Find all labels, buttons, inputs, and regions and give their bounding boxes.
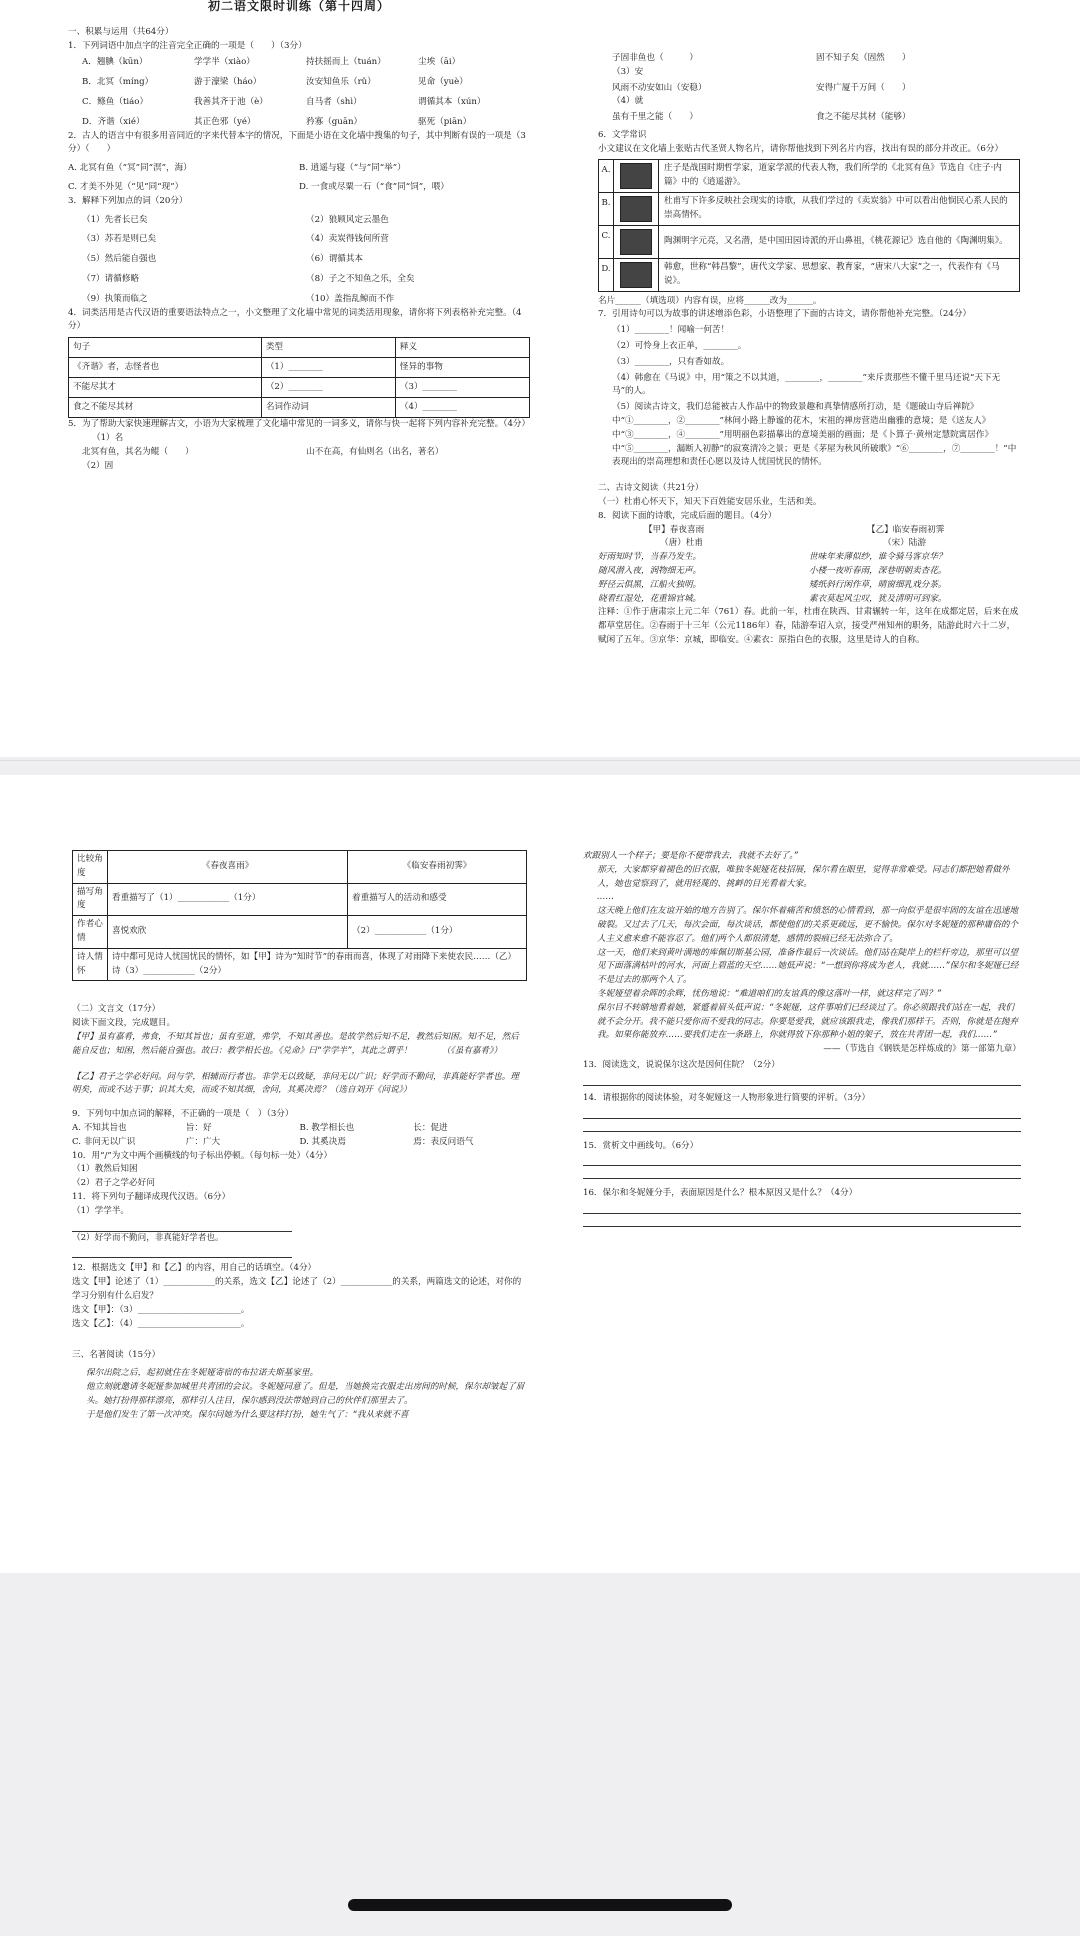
- q10-item: （2）君子之学必好问: [72, 1178, 155, 1189]
- answer-line: [583, 1131, 1021, 1132]
- question-5: 5．为了帮助大家快速理解古文，小语为大家梳理了文化墙中常见的一词多义，请你与快一起将下列内容补充完整。（4分）: [68, 419, 531, 430]
- poem-line: 晓看红湿处，花重锦官城。: [598, 593, 702, 604]
- q1-opt: 谓循其本（xún）: [418, 96, 486, 107]
- poem-author: （宋）陆游: [883, 538, 926, 549]
- section-2-heading: 二、古诗文阅读（共21分）: [598, 483, 704, 494]
- q3-item: （8）子之不知鱼之乐，全矣: [306, 273, 415, 284]
- novel-paragraph: 保尔出院之后，起初就住在冬妮娅寄宿的布拉诺夫斯基家里。: [86, 1368, 319, 1379]
- section-2-2-heading: （二）文言文（17分）: [72, 1004, 161, 1015]
- q6-name-cards: [598, 159, 1020, 292]
- q3-item-row: [82, 253, 530, 267]
- card-text: 陶渊明字元亮，又名潜，是中国田园诗派的开山鼻祖，《桃花源记》选自他的《陶渊明集》。: [664, 235, 1008, 246]
- table-row: [69, 398, 530, 418]
- q9-opt: A. 不知其旨也: [72, 1122, 127, 1133]
- q2-opt: C. 才美不外见（“见”同“现”）: [68, 181, 184, 192]
- poem-line: 随风潜入夜，润物细无声。: [598, 565, 702, 576]
- table-cell: 着重描写人的活动和感受: [348, 883, 527, 916]
- q9-opt: 长：促进: [413, 1122, 448, 1133]
- q1-option-row: [82, 76, 530, 90]
- table-header: 《临安春雨初霁》: [348, 851, 527, 884]
- answer-line: [583, 1118, 1021, 1119]
- q2-opt: D. 一食或尽粟一石（“食”同“饲”，喂）: [299, 181, 449, 192]
- answer-line: [72, 1257, 292, 1258]
- table-cell: （2）________: [261, 378, 395, 398]
- q9-opt: 广：广大: [185, 1136, 221, 1147]
- table-cell: （1）________: [261, 358, 395, 378]
- q1-option-row: [82, 96, 530, 110]
- poem-notes: 注释：①作于唐肃宗上元二年（761）春。此前一年，杜甫在陕西、甘肃辗转一年，这年在成都定居，后来在成都草堂居住。②春雨于十三年（公元1186年）春，陆游奉诏入京，接受严州知州的职务，陆游此时六十二岁，赋闲了五年。③京华：京城，即临安。④素衣：原指白色的衣服，这里是诗人的自称。: [598, 607, 1019, 645]
- poem-line: 世味年来薄似纱，谁令骑马客京华？: [809, 552, 947, 563]
- novel-paragraph: 那天，大家都穿着褪色的旧衣服，唯独冬妮娅花枝招展，保尔看在眼里，觉得非常难受。同志们都把她看做外人，她也觉察到了，就用轻蔑的、挑衅的目光看着大家。: [597, 864, 1010, 889]
- table-cell: 食之不能尽其材: [69, 398, 262, 418]
- poem-line: 野径云俱黑，江船火独明。: [598, 579, 702, 590]
- q3-item: （9）执策而临之: [82, 293, 148, 304]
- q3-item: （4）卖炭得钱何所营: [306, 234, 389, 245]
- answer-line: [583, 1226, 1021, 1227]
- page-title: 初二语文限时训练（第十四周）: [207, 0, 390, 13]
- q3-item: （10）盖指乱鲸而不作: [306, 293, 395, 304]
- q9-opt: C. 非问无以广识: [72, 1136, 136, 1147]
- table-cell: 诗中都可见诗人忧国忧民的情怀，如【甲】诗为“知时节”的春雨而喜，体现了对雨降下来使农民……（乙）诗（3）____________（2分）: [108, 948, 527, 981]
- table-header: 《春夜喜雨》: [108, 851, 348, 884]
- question-3-items: [68, 214, 530, 307]
- q5-item-label: （3）安: [612, 66, 644, 77]
- poem-line: 矮纸斜行闲作草，晴窗细乳戏分茶。: [809, 579, 947, 590]
- worksheet-page-1: [0, 0, 1080, 757]
- novel-paragraph: 这一天，他们来到黄叶满地的库佩切斯基公园，准备作最后一次谈话。他们站在陡岸上的栏杆旁边，那里可以望见下面落满枯叶的河水，河面上碧蓝的天空……她低声说：“一想到你将成为老人，我就……”保尔和冬妮娅已经不是过去的那两个人了。: [597, 947, 1019, 986]
- q5-cont-row: [598, 111, 1020, 125]
- q12-text: 选文【甲】：（3）________________________。: [72, 1304, 250, 1315]
- question-7: 7．引用诗句可以为故事的讲述增添色彩，小语整理了下面的古诗文，请你帮他补充完整。（24分）: [598, 309, 972, 320]
- novel-source: ——（节选自《钢铁是怎样炼成的》第一部第九章）: [823, 1044, 1021, 1055]
- question-1: 1．下列词语中加点字的注音完全正确的一项是（ ）（3分）: [68, 40, 307, 51]
- q5-cont-row: [598, 52, 1020, 66]
- worksheet-page-2: [0, 775, 1080, 1573]
- q5-item-row: [68, 446, 530, 460]
- q9-opt: 焉：表反问语气: [413, 1136, 474, 1147]
- portrait-image: [614, 259, 659, 291]
- q9-opt: D. 其奚决焉: [299, 1136, 346, 1147]
- q3-item: （5）然后能自强也: [82, 254, 157, 265]
- table-header: 比较角度: [73, 851, 108, 884]
- q1-opt: 见命（yuè）: [418, 77, 468, 88]
- q5-item: 安得广厦千万间（ ）: [816, 82, 911, 93]
- card-text: 韩愈，世称“韩昌黎”，唐代文学家、思想家、教育家，“唐宋八大家”之一，代表作有《马说》。: [664, 261, 1000, 286]
- q9-opt: 旨：好: [185, 1122, 212, 1133]
- table-header: 释义: [395, 338, 529, 358]
- q6-answer-line: 名片______（填选项）内容有误，应将______改为______。: [598, 295, 822, 306]
- section-2-sub-heading: （一）杜甫心怀天下，知天下百姓能安居乐业，生活和美。: [598, 496, 822, 507]
- q3-item: （6）谓循其本: [306, 254, 364, 265]
- q2-opt: A. 北冥有鱼（“冥”同“溟”，海）: [68, 163, 192, 174]
- question-6: 6．文学常识: [598, 129, 647, 140]
- q1-opt: 我善其齐于池（è）: [194, 96, 268, 107]
- novel-paragraph: 保尔目不转睛地看着她，紧蹙着眉头低声说：“冬妮娅，这件事咱们已经谈过了。你必须跟我们站在一起，我们就不会分开。我不能只爱你而不爱我的同志。你要是爱我，就应该跟我走，像我们那样干。否则，你就是在抛弃我。如果你能放弃……要我们走在一条路上，你就得放下你那种小姐的架子，放在共青团一起，我们……”: [597, 1002, 1019, 1041]
- novel-paragraph: ……: [597, 892, 615, 903]
- q4-table: [68, 337, 530, 418]
- q1-opt: 学学半（xiào）: [194, 57, 255, 68]
- q1-opt: 游于濠梁（háo）: [194, 77, 262, 88]
- question-13: 13．阅读选文，说说保尔这次是因何住院？（2分）: [583, 1059, 780, 1070]
- card-text: 庄子是战国时期哲学家，道家学派的代表人物，我们所学的《北冥有鱼》节选自《庄子·内篇》中的《逍遥游》。: [664, 162, 1002, 187]
- poem-author: （唐）杜甫: [660, 538, 703, 549]
- poem-b: [809, 524, 1020, 607]
- table-cell: 《齐谐》者，志怪者也: [69, 358, 262, 378]
- table-cell: 作者心情: [73, 916, 108, 949]
- question-4: 4．词类活用是古代汉语的重要语法特点之一，小文整理了文化墙中常见的词类活用现象，请你将下列表格补充完整。（4分）: [68, 307, 522, 332]
- q5-item: 风雨不动安如山（安稳）: [612, 82, 707, 93]
- table-row: [73, 883, 527, 916]
- answer-line: [583, 1213, 1021, 1214]
- home-indicator[interactable]: [348, 1899, 732, 1911]
- q12-text: 选文【乙】：（4）________________________。: [72, 1318, 250, 1329]
- poem-line: 好雨知时节，当春乃发生。: [598, 552, 702, 563]
- table-cell: 喜悦欢欣: [108, 916, 348, 949]
- question-14: 14．请根据你的阅读体验，对冬妮娅这一人物形象进行简要的评析。（3分）: [583, 1092, 871, 1103]
- table-cell: 看重描写了（1）____________（1分）: [108, 883, 348, 916]
- q3-item: （3）苏若是则已矣: [82, 234, 157, 245]
- novel-paragraph: 这天晚上他们在友谊开始的地方告别了。保尔怀着痛苦和愤怒的心情看到，那一向似乎是很牢固的友谊在迅速地破裂。又过去了几天，每次会面，每次谈话，都使他们的关系更疏远，更不愉快。保尔对冬妮娅的那种庸俗的个人主义愈来愈不能容忍了。他们两个人都很清楚，感情的裂痕已经无法弥合了。: [597, 906, 1019, 944]
- novel-paragraph: 他立刻就邀请冬妮娅参加城里共青团的会议。冬妮娅同意了。但是，当她换完衣服走出房间的时候，保尔却皱起了眉头。她打扮得那样漂亮，那样引人注目，保尔感到没法带她到自己的伙伴们那里去了。: [86, 1381, 525, 1406]
- page2-right-column: [583, 850, 1021, 1227]
- q3-item-row: [82, 293, 530, 307]
- q12-text: 选文【甲】论述了（1）____________的关系，选文【乙】论述了（2）____________的关系，两篇选文的论述，对你的学习分别有什么启发？: [72, 1277, 522, 1301]
- q5-item-label: （1）名: [92, 432, 124, 443]
- answer-line: [583, 1165, 1021, 1166]
- table-row: [73, 916, 527, 949]
- q1-opt: D．齐谐（xié）: [82, 116, 145, 127]
- q5-item-label: （4）就: [612, 96, 644, 107]
- q9-option-row: [72, 1122, 527, 1136]
- q7-item: （4）韩愈在《马说》中，用“策之不以其道，________，________”来斥责那些不懂千里马还说“天下无马”的人。: [612, 372, 1001, 397]
- q11-item: （2）好学而不勤问，非真能好学者也。: [72, 1232, 224, 1243]
- q1-opt: C．鲦鱼（tiáo）: [82, 96, 149, 107]
- q1-opt: 尘埃（āi）: [418, 57, 461, 68]
- table-header: 类型: [261, 338, 395, 358]
- table-row: [69, 358, 530, 378]
- table-row: [69, 378, 530, 398]
- novel-paragraph: 冬妮娅望着余晖的余辉，忧伤地说：“难道咱们的友谊真的像这落叶一样，就这样完了吗？”: [597, 988, 942, 999]
- q11-item: （1）学学半。: [72, 1205, 130, 1216]
- question-2: 2．古人的语言中有很多用音同近的字来代替本字的情况，下面是小语在文化墙中搜集的句子，其中判断有误的一项是（3分）（ ）: [68, 130, 526, 155]
- q5-item: 固不知子矣（固然 ）: [816, 53, 911, 63]
- question-12: 12．根据选文【甲】和【乙】的内容，用自己的话填空。（4分）: [72, 1263, 317, 1274]
- question-11: 11．将下列句子翻译成现代汉语。（6分）: [72, 1191, 231, 1202]
- q5-item: 子固非鱼也（ ）: [612, 53, 698, 63]
- table-cell: （2）____________（1分）: [348, 916, 527, 949]
- q7-item: （1）________！闻喻一何苦！: [612, 325, 730, 336]
- section-1-heading: 一、积累与运用（共64分）: [68, 26, 174, 37]
- q1-opt: 汝安知鱼乐（rǔ）: [306, 77, 376, 88]
- q7-item: （2）可怜身上衣正单，________。: [612, 340, 747, 351]
- q3-item-row: [82, 233, 530, 247]
- q3-item-row: [82, 214, 530, 228]
- name-card: [598, 159, 1020, 193]
- table-cell: （3）________: [395, 378, 529, 398]
- q1-opt: A．翘腆（kūn）: [82, 57, 148, 68]
- q1-opt: 矜寡（guān）: [306, 116, 363, 127]
- q2-opt: B. 逍遥与寝（“与”同“举”）: [299, 163, 406, 174]
- poem-a: [598, 524, 809, 607]
- card-label: C.: [599, 226, 614, 258]
- passage-b: 【乙】君子之学必好问。问与学，相辅而行者也。非学无以致疑，非问无以广识；好学而不勤问，非真能好学者也。理明矣，而或不达于事；识其大矣，而或不知其细，舍问，其奚决焉？（选自刘开《问说》）: [72, 1071, 519, 1096]
- q5-item-label: （2）固: [82, 460, 114, 471]
- q3-item: （1）先者长已矣: [82, 214, 148, 225]
- table-header-row: [69, 338, 530, 358]
- page1-right-column: [598, 52, 1020, 648]
- table-cell: 诗人情怀: [73, 948, 108, 981]
- table-cell: 描写角度: [73, 883, 108, 916]
- comparison-table: [72, 850, 527, 981]
- answer-line: [583, 1178, 1021, 1179]
- q1-opt: 驱死（piān）: [418, 116, 472, 127]
- q7-item: （5）阅读古诗文，我们总能被古人作品中的物致景趣和真挚情感所打动，是《题破山寺后禅院》中“①________，②________”林间小路上静谧的花木，宋祖的禅房营造出幽雅的意境；是《送友人》中“③________，④________”用明丽色彩描摹出的意境美丽的画面；是《卜算子·黄州定慧院寓居作》中“⑤________，漏断人初静”的寂寞清冷之景；更是《茅屋为秋风所破歌》“⑥________，⑦________！”中表现出的崇高理想和责任心愿以及诗人忧国忧民的情怀。: [612, 402, 1017, 468]
- question-16: 16．保尔和冬妮娅分手，表面原因是什么？根本原因又是什么？（4分）: [583, 1188, 858, 1199]
- q3-item: （7）请循修略: [82, 273, 140, 284]
- name-card: [598, 193, 1020, 226]
- q6-description: 小文建议在文化墙上张贴古代圣贤人物名片，请你帮他找到下列名片内容，找出有误的部分并改正。（6分）: [598, 143, 1004, 154]
- page2-left-column: [72, 850, 527, 1422]
- q3-item-row: [82, 273, 530, 287]
- poem-line: 素衣莫起风尘叹，犹及清明可到家。: [809, 593, 947, 604]
- portrait-image: [614, 226, 659, 258]
- q1-option-row: [82, 116, 530, 130]
- card-label: B.: [599, 193, 614, 225]
- q9-option-row: [72, 1136, 527, 1150]
- question-15: 15．赏析文中画线句。（6分）: [583, 1140, 699, 1151]
- portrait-image: [614, 193, 659, 225]
- poem-line: 小楼一夜听春雨，深巷明朝卖杏花。: [809, 565, 947, 576]
- card-label: A.: [599, 160, 614, 192]
- q1-opt: B．北冥（míng）: [82, 77, 154, 88]
- q1-option-row: [82, 56, 530, 70]
- question-3: 3．解释下列加点的词（20分）: [68, 195, 188, 206]
- novel-paragraph: 欢跟别人一个样子；要是你不便带我去，我就不去好了。”: [583, 851, 798, 861]
- answer-line: [583, 1085, 1021, 1086]
- card-label: D.: [599, 259, 614, 291]
- q5-item: 食之不能尽其材（能够）: [816, 112, 911, 123]
- q7-item: （3）________，只有香如故。: [612, 356, 730, 367]
- table-header: 句子: [69, 338, 262, 358]
- q1-opt: 其正色邪（yé）: [194, 116, 256, 127]
- q5-item: 虽有千里之能（ ）: [612, 112, 698, 123]
- section-2-2-desc: 阅读下面文段，完成题目。: [72, 1018, 176, 1029]
- section-3-heading: 三、名著阅读（15分）: [72, 1350, 161, 1361]
- question-10: 10．用“/”为文中两个画横线的句子标出停顿。（每句标一处）（4分）: [72, 1150, 333, 1161]
- table-cell: （4）________: [395, 398, 529, 418]
- table-header-row: [73, 851, 527, 884]
- question-8: 8．阅读下面的诗歌，完成后面的题目。（4分）: [598, 510, 777, 521]
- q5-cont-row: [598, 82, 1020, 96]
- q2-option-row: [68, 181, 530, 195]
- poem-title: 【乙】临安春雨初霁: [867, 524, 945, 535]
- passage-a: 【甲】虽有嘉肴，弗食，不知其旨也；虽有至道，弗学，不知其善也。是故学然后知不足，教然后知困。知不足，然后能自反也；知困，然后能自强也。故曰：教学相长也。《兑命》曰“学学半”，其此之谓乎！ （《虽有嘉肴》）: [72, 1031, 519, 1056]
- table-cell: 怪异的事物: [395, 358, 529, 378]
- q1-opt: 自马者（shì）: [306, 96, 362, 107]
- table-cell: 不能尽其才: [69, 378, 262, 398]
- q5-item: 北冥有鱼，其名为鲲（ ）: [82, 446, 194, 457]
- q2-option-row: [68, 162, 530, 176]
- name-card: [598, 226, 1020, 259]
- poem-pair: [598, 524, 1020, 607]
- card-text: 杜甫写下许多反映社会现实的诗歌，从我们学过的《卖炭翁》中可以看出他悯民心系人民的崇高情怀。: [664, 195, 1008, 220]
- name-card: [598, 259, 1020, 292]
- q10-item: （1）教然后知困: [72, 1164, 138, 1175]
- portrait-image: [614, 160, 659, 192]
- q9-opt: B. 教学相长也: [299, 1122, 355, 1133]
- novel-paragraph: 于是他们发生了第一次冲突。保尔问她为什么要这样打扮，她生气了：“我从来就不喜: [86, 1409, 409, 1420]
- q5-item: 山不在高，有仙则名（出名，著名）: [306, 446, 444, 457]
- question-9: 9．下列句中加点词的解释，不正确的一项是（ ）（3分）: [72, 1109, 294, 1120]
- page1-left-column: [68, 0, 530, 473]
- question-1-options: [68, 56, 530, 129]
- poem-title: 【甲】春夜喜雨: [644, 524, 705, 535]
- q1-opt: 持扶摇而上（tuán）: [306, 57, 386, 68]
- table-row: [73, 948, 527, 981]
- q3-item: （2）狼顾风定云墨色: [306, 214, 389, 225]
- table-cell: 名词作动词: [261, 398, 395, 418]
- page-divider: [0, 760, 1080, 761]
